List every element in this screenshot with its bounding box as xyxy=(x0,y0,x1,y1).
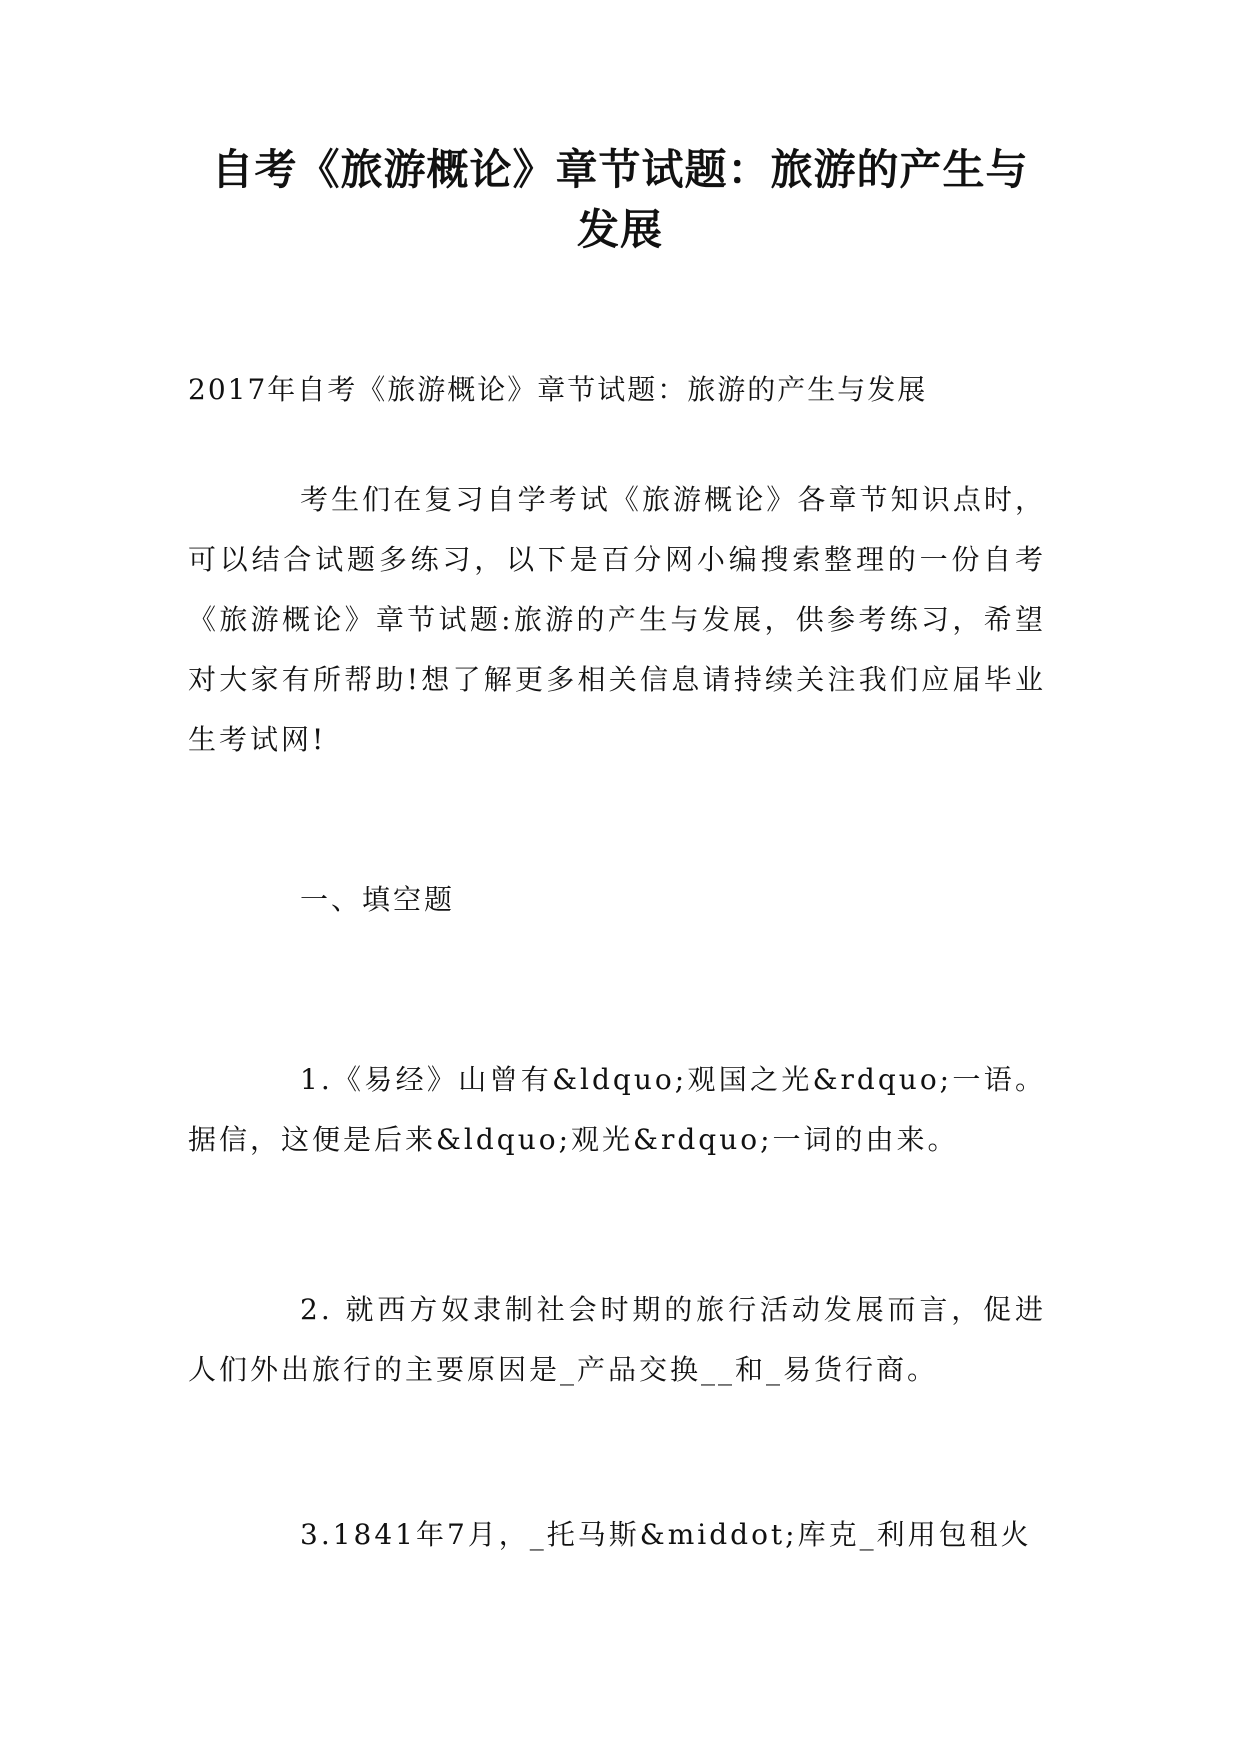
question-3: 3.1841年7月，_托马斯&middot;库克_利用包租火 xyxy=(300,1518,1032,1551)
section-heading-fill-in-blank: 一、填空题 xyxy=(300,883,456,916)
question-1: 1.《易经》山曾有&ldquo;观国之光&rdquo;一语。据信，这便是后来&ldquo;观光&rdquo;一词的由来。 xyxy=(188,1063,1046,1156)
document-subtitle: 2017年自考《旅游概论》章节试题：旅游的产生与发展 xyxy=(188,373,928,406)
question-2: 2. 就西方奴隶制社会时期的旅行活动发展而言，促进人们外出旅行的主要原因是_产品交换__和_易货行商。 xyxy=(188,1293,1046,1386)
document-title-line-2: 发展 xyxy=(576,205,663,254)
document-title-line-1: 自考《旅游概论》章节试题：旅游的产生与 xyxy=(211,145,1029,194)
intro-paragraph: 考生们在复习自学考试《旅游概论》各章节知识点时，可以结合试题多练习，以下是百分网小编搜索整理的一份自考《旅游概论》章节试题:旅游的产生与发展，供参考练习，希望对大家有所帮助!想了解更多相关信息请持续关注我们应届毕业生考试网! xyxy=(188,483,1046,756)
document-title xyxy=(160,140,1080,260)
